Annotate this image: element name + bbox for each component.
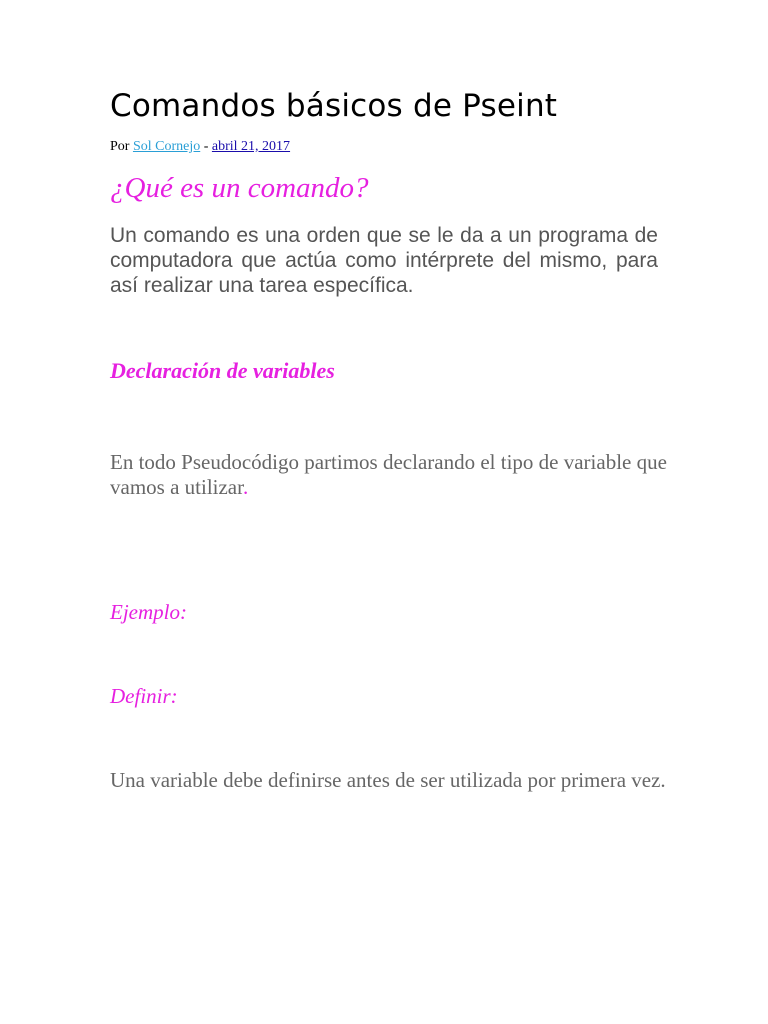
variable-declaration-paragraph	[110, 450, 670, 500]
author-link[interactable]: Sol Cornejo	[132, 139, 201, 154]
define-label: Definir:	[110, 684, 178, 708]
section-heading-what-is-command: ¿Qué es un comando?	[110, 172, 369, 204]
byline-prefix: Por	[110, 139, 130, 154]
variable-declaration-text: En todo Pseudocódigo partimos declarando el tipo de variable que vamos a utilizar	[110, 450, 667, 499]
date-link[interactable]: abril 21, 2017	[211, 139, 291, 154]
section-heading-variable-declaration: Declaración de variables	[110, 358, 335, 383]
variable-declaration-period: .	[242, 475, 249, 499]
post-title: Comandos básicos de Pseint	[110, 88, 558, 124]
define-paragraph: Una variable debe definirse antes de ser utilizada por primera vez.	[110, 768, 666, 792]
byline-separator: -	[203, 139, 209, 154]
example-label: Ejemplo:	[110, 600, 187, 624]
command-definition-paragraph: Un comando es una orden que se le da a un programa de computadora que actúa como intérprete del mismo, para así realizar una tarea específica.	[110, 224, 658, 297]
post-byline	[110, 139, 290, 155]
